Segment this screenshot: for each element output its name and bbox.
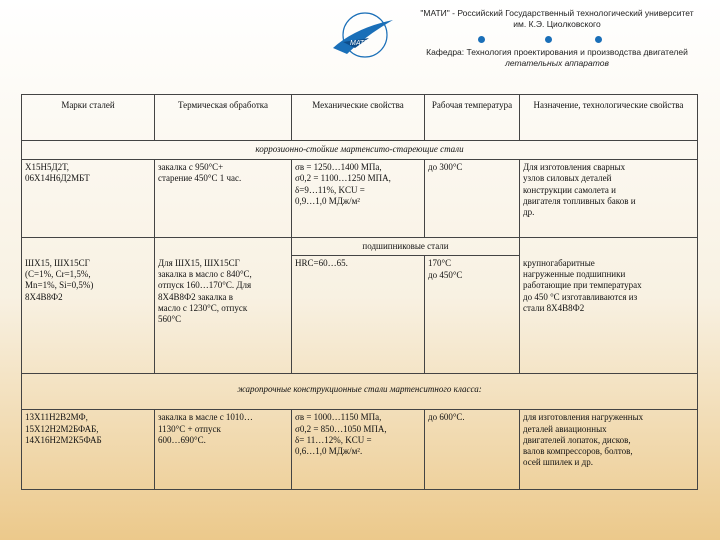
cell-line: Для ШХ15, ШХ15СГ xyxy=(158,257,240,268)
dot-icon xyxy=(545,36,552,43)
treatment-cell xyxy=(155,256,292,374)
treatment-cell xyxy=(155,160,292,238)
cell-line: σв = 1000…1150 МПа, xyxy=(295,412,382,423)
cell-line: двигателя топливных баков и xyxy=(523,195,636,206)
mechanical-cell xyxy=(292,256,425,374)
cell-line: 8Х4В8Ф2 закалка в xyxy=(158,291,233,302)
empty-cell xyxy=(22,238,155,256)
grade-cell xyxy=(22,256,155,374)
cell-line: валов компрессоров, болтов, xyxy=(523,446,633,457)
cell-line: до 600°С. xyxy=(428,412,465,423)
temperature-cell xyxy=(425,160,520,238)
cell-line: σ0,2 = 1100…1250 МПА, xyxy=(295,173,391,184)
mechanical-cell xyxy=(292,410,425,490)
temperature-cell xyxy=(425,256,520,374)
mati-logo-icon xyxy=(325,8,395,68)
university-line-2: им. К.Э. Циолковского xyxy=(513,19,601,29)
department-line-1: Кафедра: Технология проектирования и производства двигателей xyxy=(426,47,688,57)
steels-table xyxy=(21,94,698,490)
section-title: жаропрочные конструкционные стали мартенситного класса: xyxy=(22,374,698,410)
dot-icon xyxy=(595,36,602,43)
table-row xyxy=(22,256,698,374)
cell-line: закалка с 950°С+ xyxy=(158,162,224,172)
cell-line: двигателей лопаток, дисков, xyxy=(523,434,631,445)
section-title: подшипниковые стали xyxy=(292,238,520,256)
cell-line: 560°С xyxy=(158,314,182,325)
university-name xyxy=(402,8,712,30)
table-header-row xyxy=(22,95,698,141)
cell-line: σ0,2 = 850…1050 МПА, xyxy=(295,423,387,434)
cell-line: 06Х14Н6Д2МБТ xyxy=(25,173,90,184)
cell-line: 600…690°С. xyxy=(158,434,206,445)
university-line-1: "МАТИ" - Российский Государственный технологический университет xyxy=(420,8,694,18)
table-row xyxy=(22,160,698,238)
cell-line: (С=1%, Сr=1,5%, xyxy=(25,269,91,280)
column-header: Рабочая температура xyxy=(425,95,520,141)
column-header: Назначение, технологические свойства xyxy=(520,95,698,141)
cell-line: закалка в масло с 840°С, xyxy=(158,269,252,280)
cell-line: Х15Н5Д2Т, xyxy=(25,162,69,172)
cell-line: работающие при температурах xyxy=(523,280,642,291)
cell-line: 170°С xyxy=(428,258,452,269)
cell-line: 1130°С + отпуск xyxy=(158,423,221,434)
cell-line: закалка в масле с 1010… xyxy=(158,412,253,423)
cell-line: 0,6…1,0 МДж/м². xyxy=(295,446,363,457)
grade-cell xyxy=(22,160,155,238)
cell-line: 14Х16Н2М2К5ФАБ xyxy=(25,434,102,445)
cell-line: осей шпилек и др. xyxy=(523,457,593,468)
grade-cell xyxy=(22,410,155,490)
purpose-cell xyxy=(520,410,698,490)
column-header: Термическая обработка xyxy=(155,95,292,141)
cell-line: нагруженные подшипники xyxy=(523,269,626,280)
department-name xyxy=(402,47,712,69)
cell-line: для изготовления нагруженных xyxy=(523,412,644,423)
purpose-cell xyxy=(520,160,698,238)
logo-text: МАТИ xyxy=(350,40,370,47)
cell-line: др. xyxy=(523,207,535,218)
cell-line: узлов силовых деталей xyxy=(523,173,612,184)
cell-line: конструкции самолета и xyxy=(523,184,616,195)
cell-line: Мn=1%, Si=0,5%) xyxy=(25,280,94,291)
mechanical-cell xyxy=(292,160,425,238)
table-row xyxy=(22,410,698,490)
section-title-row xyxy=(22,374,698,410)
cell-line: 0,9…1,0 МДж/м² xyxy=(295,195,361,206)
section-title: коррозионно-стойкие мартенсито-стареющие стали xyxy=(22,141,698,160)
empty-cell xyxy=(520,238,698,256)
cell-line: масло с 1230°С, отпуск xyxy=(158,302,248,313)
dot-icon xyxy=(478,36,485,43)
treatment-cell xyxy=(155,410,292,490)
cell-line: до 450 °С изготавливаются из xyxy=(523,291,638,302)
section-title-row xyxy=(22,141,698,160)
slide-header xyxy=(0,0,720,80)
cell-line: деталей авиационных xyxy=(523,423,607,434)
empty-cell xyxy=(155,238,292,256)
column-header: Марки сталей xyxy=(22,95,155,141)
cell-line: δ= 11…12%, KCU = xyxy=(295,434,372,445)
cell-line: крупногабаритные xyxy=(523,257,595,268)
cell-line: Для изготовления сварных xyxy=(523,162,626,172)
cell-line: δ=9…11%, KCU = xyxy=(295,184,365,195)
cell-line: 8Х4В8Ф2 xyxy=(25,291,63,302)
temperature-cell xyxy=(425,410,520,490)
department-line-2: летательных аппаратов xyxy=(505,58,609,68)
section-title-row xyxy=(22,238,698,256)
cell-line: 13Х11Н2В2МФ, xyxy=(25,412,88,423)
column-header: Механические свойства xyxy=(292,95,425,141)
cell-line: HRC=60…65. xyxy=(295,258,348,269)
cell-line: стали 8Х4В8Ф2 xyxy=(523,302,585,313)
cell-line: σв = 1250…1400 МПа, xyxy=(295,162,382,172)
cell-line: 15Х12Н2М2БФАБ, xyxy=(25,423,99,434)
cell-line: ШХ15, ШХ15СГ xyxy=(25,257,90,268)
cell-line: до 450°С xyxy=(428,269,463,280)
cell-line: старение 450°С 1 час. xyxy=(158,173,242,184)
purpose-cell xyxy=(520,256,698,374)
cell-line: отпуск 160…170°С. Для xyxy=(158,280,252,291)
cell-line: до 300°С xyxy=(428,162,463,172)
